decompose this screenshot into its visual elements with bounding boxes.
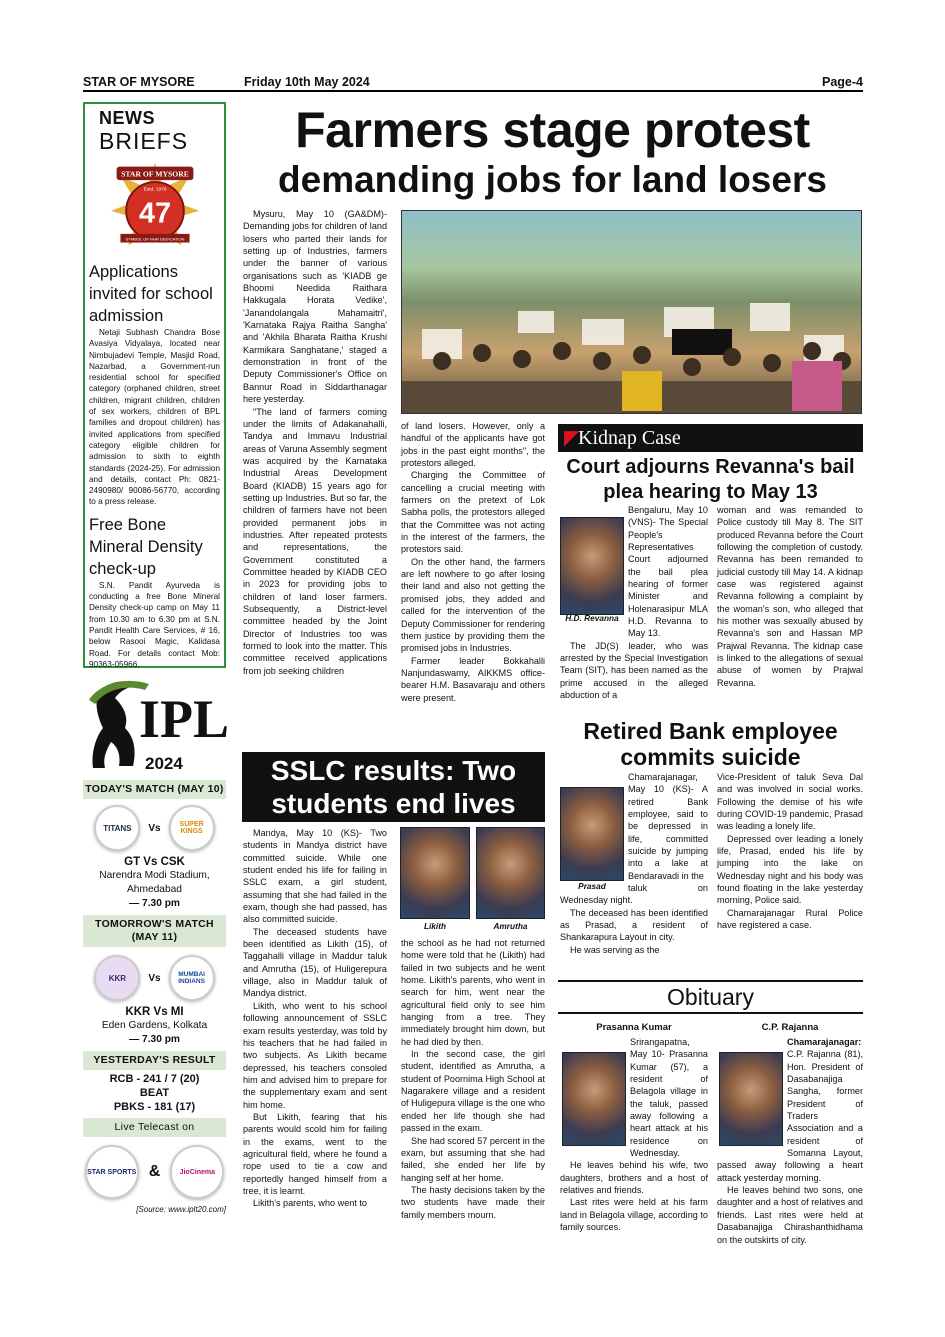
brief2-body: S.N. Pandit Ayurveda is conducting a free Bone Mineral Density check-up camp on May 11 from 10.30 am to 6.30 pm at S.N. Pandit Health Care Services, # 16, below Rasooi Magic, Kalidasa Road. For details contact Mob: 90363-05966. — [89, 580, 220, 669]
logo-tagline: SYMBOL OF FAIR DEDICATION — [125, 236, 184, 242]
sslc-column-1: Mandya, May 10 (KS)- Two students in Mandya district have committed suicide. While one student ended his life for failing in SSLC exam, a girl student, assuming that she had failed in the exam, though she had passed, has also committed suicide. The deceased students have been identified as Likith (15), of Taggahalli village in Maddur taluk and Amrutha (15), of Huligerepura village, also in Maddur taluk of Mandya district. Likith, who went to his school following announcement of SSLC exam results yesterday, was told by his teachers that he had failed in two subjects. As Likith became depressed, his teachers consoled him and advised him to prepare for the supplementary exam and sent him home. But Likith, fearing that his parents would scold him for failing in the exams, went to the agricultural field, where he found a rope used to tie a cow and reportedly hanged himself from a tree, it is learnt. Likith's parents, who went to — [243, 828, 387, 1209]
bank-column-2: Vice-President of taluk Seva Dal and was involved in social works. Following the demise of his wife during COVID-19 pandemic, Prasad was leading a lonely life. Depressed over leading a lonely life, Prasad, ended his life by jumping into the lake on Wednesday night and his body was found floating in the lake yesterday morning, Police said. Chamarajanagar Rural Police have registered a case. — [717, 772, 863, 931]
kidnap-section-bar — [558, 424, 863, 452]
vs-label-2: Vs — [148, 972, 161, 984]
prasad-caption: Prasad — [578, 881, 606, 891]
todays-time: — 7.30 pm — [129, 898, 180, 909]
lead-column-2: of land losers. However, only a handful of the applicants have got jobs in the past eight months", the protestors alleged. Charging the Committee of cancelling a crucial meeting with farmers on the pretext of Lok Sabha polls, the protestors alleged that the Committee was not acting in the interest of the farmers, the protestors said. On the other hand, the farmers are left nowhere to go after losing their land and also not getting the promised jobs, they added and called for the intervention of the Deputy Commissioner for rendering them justice by providing them the promised jobs in Industries. Farmer leader Bokkahalli Nanjundaswamy, AIKKMS office-bearer H.M. Basavaraju and others were present. — [401, 421, 545, 703]
ipl-2024-box — [83, 676, 230, 1261]
todays-match-teams-text: GT Vs CSK — [124, 856, 185, 868]
revanna-caption: H.D. Revanna — [565, 613, 619, 623]
todays-match-header: TODAY'S MATCH (MAY 10) — [83, 780, 226, 799]
vs-label: Vs — [148, 822, 161, 834]
lead-headline-1: Farmers stage protest — [295, 102, 810, 158]
likith-caption: Likith — [423, 921, 447, 931]
kidnap-headline: Court adjourns Revanna's bail plea hearing to May 13 — [566, 456, 855, 503]
bank-headline: Retired Bank employee commits suicide — [583, 718, 838, 770]
brief2-headline: Free Bone Mineral Density check-up — [89, 515, 203, 578]
tomorrows-match-teams — [83, 955, 226, 1001]
likith-photo — [400, 827, 470, 919]
todays-venue: Narendra Modi Stadium, Ahmedabad — [99, 870, 210, 895]
lead-headline-2: demanding jobs for land losers — [278, 159, 827, 200]
paper-name: STAR OF MYSORE — [83, 75, 195, 89]
lead-column-1: Mysuru, May 10 (GA&DM)- Demanding jobs for children of land losers who parted their lands for setting up of Industries, farmers under the banner of various organisations such as 'KIADB ge Bhoomi Needida Raithara Hakkugala Horata Vedike', 'Janandolangala Mahamaitri', 'Karnataka Rajya Raitha Sangha' and 'Akhila Bharata Raitha Krushi Karmikara Sanghatane,' staged a demonstration in front of the Deputy Commissioner's Office on Bannur Road in Siddarthanagar here yesterday. "The land of farmers coming under the limits of Adakanahalli, Tandya and Immavu Industrial areas of Varuna Assembly segment was acquired by the Karnataka Industrial Areas Development Board (KIADB) 15 years ago for setting up Industries. But so far, the children of farmers have not been provided permanent jobs in industries. After repeated protests and representations, the Government constituted a Committee headed by KIADB CEO in 2023 for providing jobs to children of land loser farmers. Subsequently, a District-level committee headed by the Joint Director of Industries too was formed to look into the matter. This committee received applications from job seeking children — [243, 209, 387, 676]
news-briefs-box — [83, 102, 226, 668]
tomorrows-match-teams-text: KKR Vs MI — [125, 1006, 184, 1018]
section-flag-icon: ◤ — [564, 427, 580, 449]
kidnap-column-2: woman and was remanded to Police custody till May 8. The SIT produced Revanna before the Court following the completion of custody. Revanna has been remanded to judicial custody till May 14. A kidnap case was registered against Revanna following a complaint by the woman's son, who alleged that his mother was sexually abused by Revanna's son and Hassan MP Prajwal Revanna. The kidnap case is linked to the allegations of sexual abuse of women by Prajwal Revanna. — [717, 505, 863, 688]
jiocinema-logo-icon: JioCinema — [170, 1145, 224, 1199]
todays-match-teams — [83, 805, 226, 851]
sslc-headline: SSLC results: Two students end lives — [242, 752, 545, 822]
amrutha-caption: Amrutha — [493, 921, 528, 931]
page-number: Page-4 — [822, 75, 863, 89]
kidnap-column-1: Bengaluru, May 10 (VNS)- The Special People's Representatives Court adjourned the bail plea hearing of former Minister and Holenarasipur MLA H.D. Revanna to May 13. The JD(S) leader, who was arrested by the Special Investigation Team (SIT), has been named as the prime accused in the alleged abduction of a — [560, 505, 708, 701]
tomorrows-time: — 7.30 pm — [129, 1034, 180, 1045]
briefs-title-news: NEWS — [99, 108, 155, 128]
brief1-headline: Applications invited for school admission — [89, 263, 213, 325]
amrutha-photo — [476, 827, 545, 919]
logo-top-text: STAR OF MYSORE — [120, 169, 189, 179]
sslc-column-2: the school as he had not returned home were told that he (Likith) had failed in two subjects and he went home. Likith's parents, who went in search for him, went near the agricultural field only to see him hanging from a tree. They immediately brought him down, but he had died by then. In the second case, the girl student, identified as Amrutha, a student of Poornima High School at Nagarakere village and a resident of Huligepura village is the one who ended her life though she had passed in the exam. She had scored 57 percent in the exam, but assuming that she had failed, she ended her life by hanging self at her home. The hasty decisions taken by the two students have made their family members mourn. — [401, 938, 545, 1220]
tomorrows-venue: Eden Gardens, Kolkata — [101, 1020, 208, 1031]
yesterdays-result-header: YESTERDAY'S RESULT — [83, 1051, 226, 1070]
mi-logo-icon: MUMBAI INDIANS — [169, 955, 215, 1001]
logo-number: 47 — [138, 197, 171, 230]
kkr-logo-icon: KKR — [94, 955, 140, 1001]
ipl-logo-area — [83, 676, 230, 773]
gt-logo-icon: TITANS — [94, 805, 140, 851]
obit1-body: Srirangapatna, May 10- Prasanna Kumar (57), a resident of Belagola village in the taluk, passed away following a heart attack at his residence on Wednesday. He leaves behind his wife, two daughters, brothers and a host of relatives and friends. Last rites were held at his farm land in Belagola village, according to family sources. — [560, 1037, 708, 1233]
obit2-name: C.P. Rajanna — [761, 1022, 819, 1033]
result-line-2: BEAT — [139, 1087, 170, 1099]
result-line-3: PBKS - 181 (17) — [113, 1101, 196, 1113]
ipl-logo-text: IPL — [139, 689, 230, 749]
brief1-body: Netaji Subhash Chandra Bose Avasiya Vidyalaya, located near Nimbujadevi Temple, Masjid Road, Nazarbad, a Government-run residential school for specified category (orphaned children, street children, migrant children, children of sex workers, children of BPL families and dropout children) has invited applications from specified category eligible children for admission to sixth to eighth standards (2024-25). For admission and details, contact Ph: 0821-2490980/ 90086-56770, according to a press release. — [89, 328, 220, 507]
kidnap-section-label: Kidnap Case — [578, 427, 681, 449]
obit1-name: Prasanna Kumar — [596, 1022, 672, 1033]
logo-estd: Estd. 1978 — [143, 187, 166, 193]
result-line-1: RCB - 241 / 7 (20) — [109, 1073, 200, 1085]
ipl-source: [Source: www.iplt20.com] — [136, 1205, 226, 1214]
obituary-title: Obituary — [558, 980, 863, 1014]
star-of-mysore-47-logo — [107, 159, 203, 255]
issue-date: Friday 10th May 2024 — [244, 75, 370, 89]
csk-logo-icon: SUPER KINGS — [169, 805, 215, 851]
ampersand: & — [148, 1163, 161, 1180]
obit2-body: Chamarajanagar: C.P. Rajanna (81), Hon. President of Dasabanajiga Sangha, former President of Traders Association and a resident of Somanna Layout, passed away following a heart attack yesterday morning. He leaves behind two sons, one daughter and a host of relatives and friends. Last rites were held at Dasabanajiga Chirashanthidhama on the outskirts of city. — [717, 1037, 863, 1245]
page-header — [83, 74, 863, 92]
tomorrows-match-header: TOMORROW'S MATCH (MAY 11) — [83, 915, 226, 947]
ipl-year: 2024 — [145, 754, 183, 773]
bank-column-1: Chamarajanagar, May 10 (KS)- A retired Bank employee, said to be depressed in life, committed suicide by jumping into a lake at Bendaravadi in the taluk on Wednesday night. The deceased has been identified as Prasad, a resident of Shankarapura Layout in city. He was serving as the — [560, 772, 708, 955]
protest-photo — [401, 210, 862, 414]
briefs-title-briefs: BRIEFS — [99, 128, 189, 154]
telecast-logos — [83, 1145, 226, 1199]
star-sports-logo-icon: STAR SPORTS — [85, 1145, 139, 1199]
live-telecast-header: Live Telecast on — [83, 1118, 226, 1137]
protest-photo-scene — [402, 211, 862, 414]
